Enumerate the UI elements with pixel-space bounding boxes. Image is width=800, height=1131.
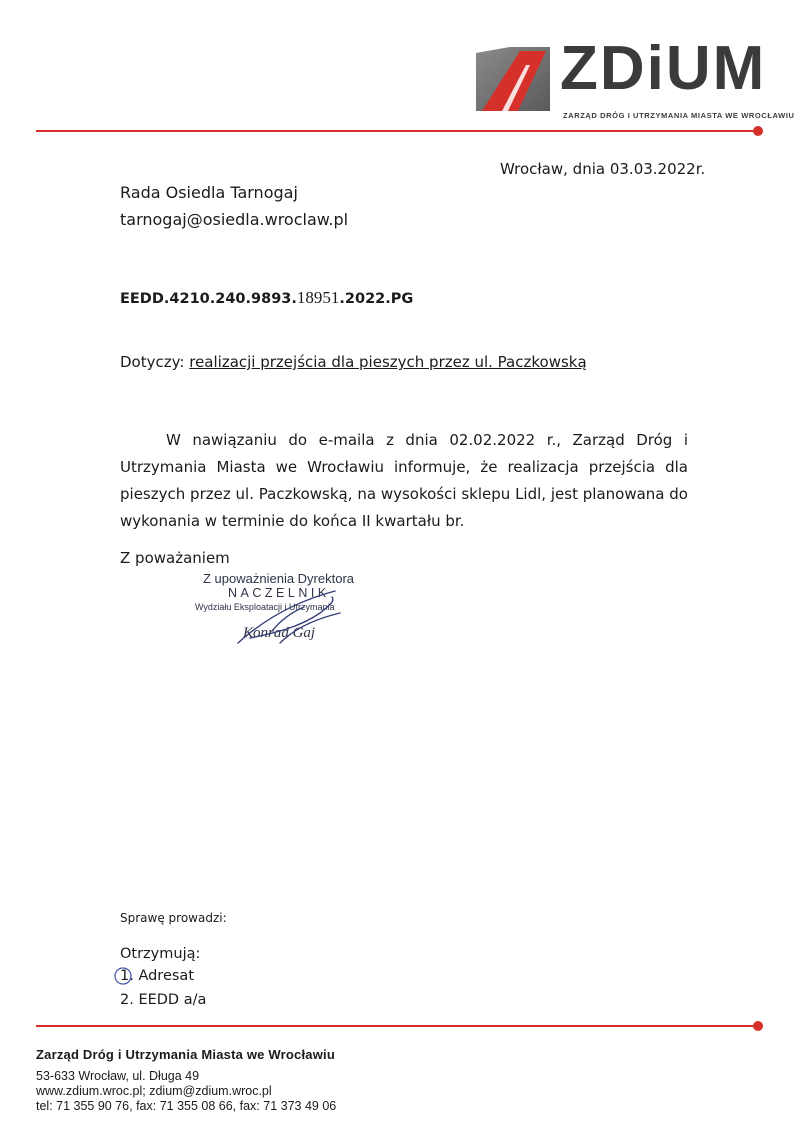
stamp-line-authorization: Z upoważnienia Dyrektora: [203, 571, 355, 586]
recipient-name: Rada Osiedla Tarnogaj: [120, 183, 298, 202]
header-divider: [36, 130, 758, 132]
subject-line: [120, 353, 587, 371]
receiver-item: 1. Adresat: [120, 968, 195, 984]
hand-drawn-circle-icon: [113, 966, 133, 986]
subject-text: realizacji przejścia dla pieszych przez ul. Paczkowską: [189, 353, 587, 371]
recipient-email: tarnogaj@osiedla.wroclaw.pl: [120, 210, 349, 229]
footer-divider: [36, 1025, 758, 1027]
handwritten-signature-icon: [220, 583, 360, 653]
header-divider-dot: [753, 126, 763, 136]
reference-number-handwritten: 18951: [296, 288, 340, 307]
zdium-logo-subtitle: ZARZĄD DRÓG I UTRZYMANIA MIASTA WE WROCŁAWIU: [563, 111, 795, 120]
footer-org-name: Zarząd Dróg i Utrzymania Miasta we Wrocławiu: [36, 1047, 335, 1062]
footer-address: 53-633 Wrocław, ul. Długa 49: [36, 1069, 200, 1083]
reference-number: [120, 288, 413, 308]
footer-divider-dot: [753, 1021, 763, 1031]
receivers-label: Otrzymują:: [120, 946, 201, 962]
footer-phones: tel: 71 355 90 76, fax: 71 355 08 66, fax: 71 373 49 06: [36, 1099, 337, 1113]
footer-web: www.zdium.wroc.pl; zdium@zdium.wroc.pl: [36, 1084, 272, 1098]
reference-prefix: EEDD.4210.240.9893.: [120, 291, 297, 307]
stamp-line-title: NACZELNIK: [228, 586, 330, 600]
date-line: Wrocław, dnia 03.03.2022r.: [500, 160, 706, 178]
zdium-logo-text: ZDiUM: [560, 34, 767, 103]
closing: Z poważaniem: [120, 549, 230, 567]
subject-label: Dotyczy:: [120, 353, 185, 371]
handled-by-label: Sprawę prowadzi:: [120, 911, 227, 925]
receiver-item: 2. EEDD a/a: [120, 992, 207, 1008]
stamp-line-name: Konrad Gaj: [243, 625, 316, 641]
letter-body: [120, 427, 688, 535]
body-paragraph: W nawiązaniu do e-maila z dnia 02.02.2022 r., Zarząd Dróg i Utrzymania Miasta we Wrocławiu informuje, że realizacja przejścia dla pieszych przez ul. Paczkowską, na wysokości sklepu Lidl, jest planowana do wykonania w terminie do końca II kwartału br.: [120, 431, 688, 530]
zdium-logo-mark-icon: [476, 47, 550, 111]
stamp-line-department: Wydziału Eksploatacji i Utrzymania: [195, 602, 335, 612]
reference-suffix: .2022.PG: [339, 291, 414, 307]
